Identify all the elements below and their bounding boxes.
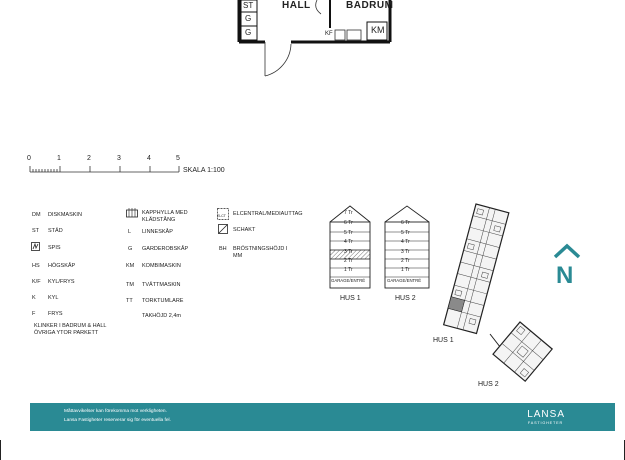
legend-text: LINNESKÅP bbox=[142, 229, 173, 235]
floor-label-highlighted: 3 Tr bbox=[344, 249, 353, 255]
wall-code-g: G bbox=[245, 28, 252, 37]
floorplan-walls bbox=[225, 0, 415, 80]
legend-text: TVÄTTMASKIN bbox=[142, 282, 181, 288]
ceiling-height: TAKHÖJD 2,4m bbox=[142, 313, 182, 319]
floor-label: 2 Tr bbox=[401, 258, 410, 264]
shaft-icon bbox=[218, 224, 228, 234]
frame-mark bbox=[0, 440, 1, 460]
legend-text: KYL/FRYS bbox=[48, 279, 75, 285]
building-label-hus1: HUS 1 bbox=[340, 295, 361, 302]
wall-code-km: KM bbox=[371, 25, 385, 35]
legend-text: KYL bbox=[48, 295, 59, 301]
legend-code: K/F bbox=[32, 279, 41, 285]
ground-label: GARAGE/ENTRÉ bbox=[331, 278, 366, 283]
scale-tick-4: 4 bbox=[147, 155, 151, 162]
stove-icon bbox=[31, 242, 40, 251]
legend-text: STÄD bbox=[48, 228, 63, 234]
disclaimer-line-1: Måttavvikelser kan förekomma mot verkligheten. bbox=[64, 409, 167, 414]
scale-tick-5: 5 bbox=[176, 155, 180, 162]
legend-code: ST bbox=[32, 228, 40, 234]
disclaimer-line-2: Lansa Fastigheter reserverar sig för eventuella fel. bbox=[64, 418, 171, 423]
site-plan-graphic bbox=[428, 200, 568, 390]
footer-banner bbox=[30, 403, 615, 431]
site-label-hus1: HUS 1 bbox=[433, 337, 454, 344]
legend-text: KOMBIMASKIN bbox=[142, 263, 181, 269]
room-label-badrum: BADRUM bbox=[346, 0, 394, 11]
legend-code: F bbox=[32, 311, 36, 317]
scale-tick-3: 3 bbox=[117, 155, 121, 162]
floor-label: 5 Tr bbox=[401, 230, 410, 236]
legend-text: GARDEROBSKÅP bbox=[142, 246, 189, 252]
scale-tick-0: 0 bbox=[27, 155, 31, 162]
scale-label: SKALA 1:100 bbox=[183, 167, 225, 174]
brand-logo-subtext: FASTIGHETER bbox=[527, 421, 563, 425]
electrical-icon-text: ELCT bbox=[217, 214, 226, 218]
brand-logo-text: LANSA bbox=[527, 409, 565, 420]
legend-text: HÖGSKÅP bbox=[48, 263, 76, 269]
site-label-hus2: HUS 2 bbox=[478, 381, 499, 388]
electrical-panel-icon bbox=[217, 207, 229, 219]
scale-bar-graphic bbox=[26, 162, 186, 176]
legend-code: TT bbox=[126, 298, 133, 304]
legend-code: TM bbox=[126, 282, 134, 288]
floor-label: 1 Tr bbox=[401, 267, 410, 273]
building-label-hus2: HUS 2 bbox=[395, 295, 416, 302]
legend-code: KM bbox=[126, 263, 135, 269]
legend-code: DM bbox=[32, 212, 41, 218]
legend-code: L bbox=[128, 229, 132, 235]
floor-label: 1 Tr bbox=[344, 267, 353, 273]
floor-label: 5 Tr bbox=[344, 230, 353, 236]
floor-note: ÖVRIGA YTOR PARKETT bbox=[34, 330, 99, 336]
legend-code: K bbox=[32, 295, 36, 301]
scale-tick-2: 2 bbox=[87, 155, 91, 162]
floor-label: 4 Tr bbox=[401, 239, 410, 245]
wall-code-g: G bbox=[245, 14, 252, 23]
floor-label: 6 Tr bbox=[344, 220, 353, 226]
legend-code: G bbox=[128, 246, 133, 252]
legend-text: SCHAKT bbox=[233, 227, 256, 233]
wall-code-st: ST bbox=[243, 1, 254, 10]
legend-text: SPIS bbox=[48, 245, 61, 251]
north-chevron-icon bbox=[552, 243, 582, 259]
legend-text: ELCENTRAL/MEDIAUTTAG bbox=[233, 211, 303, 217]
ground-label: GARAGE/ENTRÉ bbox=[387, 278, 422, 283]
coat-rack-icon bbox=[126, 208, 138, 218]
north-letter: N bbox=[556, 262, 574, 289]
scale-tick-1: 1 bbox=[57, 155, 61, 162]
legend-code: HS bbox=[32, 263, 40, 269]
legend-text: DISKMASKIN bbox=[48, 212, 82, 218]
floor-label: 2 Tr bbox=[344, 258, 353, 264]
floor-label: 7 Tr bbox=[344, 210, 353, 216]
floor-label: 6 Tr bbox=[401, 220, 410, 226]
floor-note: KLINKER I BADRUM & HALL bbox=[34, 323, 107, 329]
floor-label: 4 Tr bbox=[344, 239, 353, 245]
legend-code: BH bbox=[219, 246, 227, 252]
legend-text: TORKTUMLARE bbox=[142, 298, 184, 304]
wall-code-kf: KF bbox=[325, 31, 333, 37]
room-label-hall: HALL bbox=[282, 0, 311, 11]
legend-text: FRYS bbox=[48, 311, 63, 317]
legend-text: BRÖSTNINGSHÖJD I MM bbox=[233, 246, 288, 259]
legend-text: KAPPHYLLA MED KLÄDSTÅNG bbox=[142, 210, 188, 223]
floor-label: 3 Tr bbox=[401, 249, 410, 255]
